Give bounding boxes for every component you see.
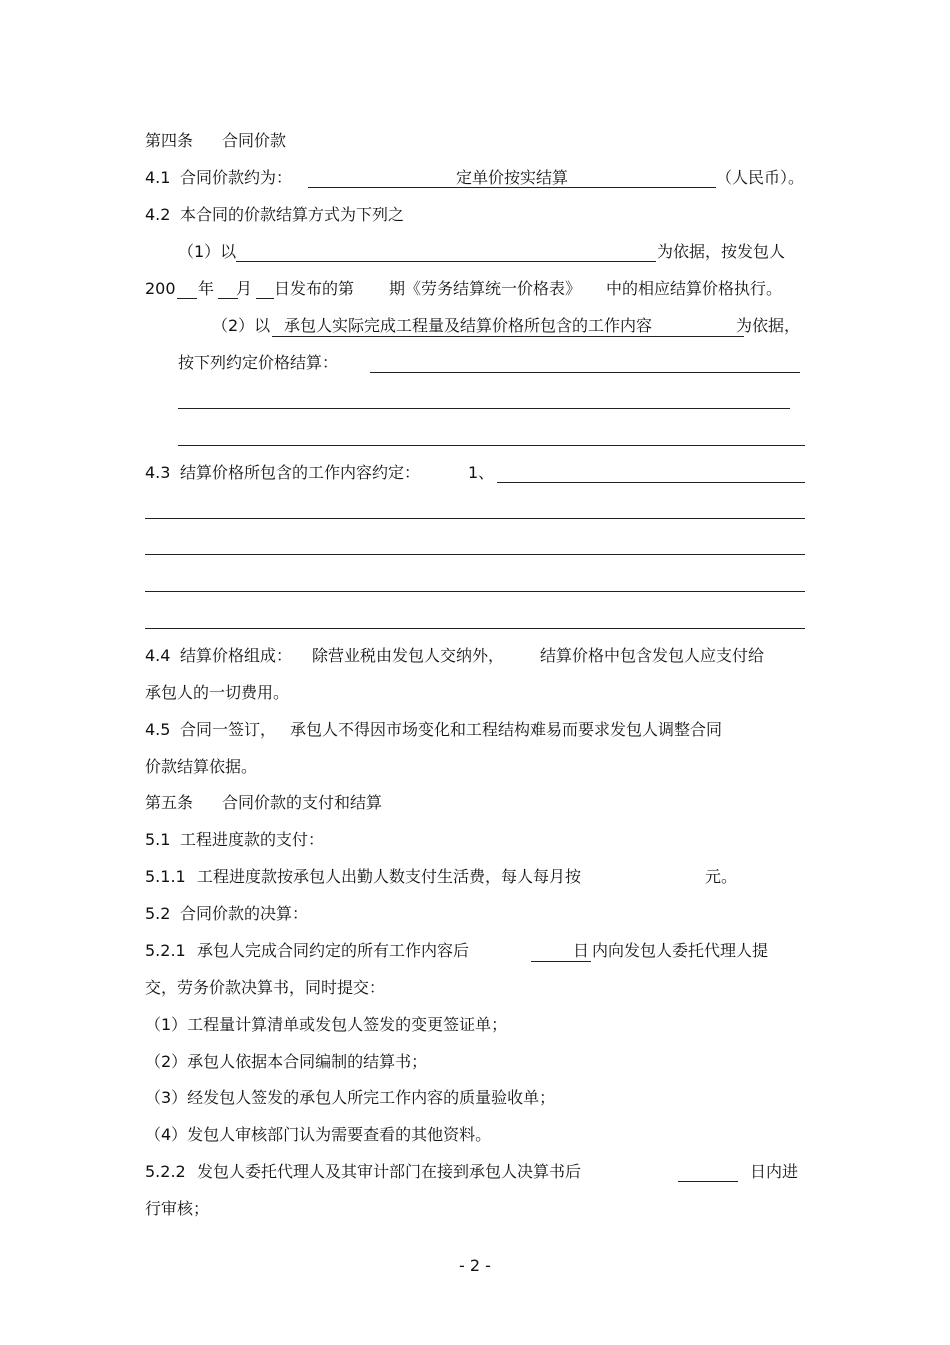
article-5-title: 合同价款的支付和结算 [222,793,383,812]
day-label: 日发布的第 [274,279,355,298]
day-blank [256,298,274,299]
clause-5-2-label: 合同价款的决算： [180,904,309,923]
clause-4-2-label: 本合同的价款结算方式为下列之 [180,205,405,224]
clause-4-3-number: 4.3 [145,463,171,482]
clause-5-1-1-unit: 元。 [705,867,738,886]
clause-5-2-2-text: 发包人委托代理人及其审计部门在接到承包人决算书后 [197,1162,582,1181]
article-5-heading: 第五条 [145,793,194,812]
clause-5-2-2-line2: 行审核； [145,1199,210,1218]
clause-4-1-unit: （人民币）。 [716,168,805,187]
clause-4-2-number: 4.2 [145,205,171,224]
year-label: 年 [198,279,215,298]
list-item: （3）经发包人签发的承包人所完工作内容的质量验收单； [145,1088,556,1107]
article-4-title: 合同价款 [222,131,287,150]
clause-4-2-1-suffix: 为依据，按发包人 [657,242,786,261]
list-item: （1）工程量计算清单或发包人签发的变更签证单； [145,1015,508,1034]
clause-4-2-1-year: 200 [145,279,176,298]
clause-5-2-2-blank [678,1181,738,1182]
clause-4-3-label: 结算价格所包含的工作内容约定： [180,463,421,482]
blank-line-5 [145,554,805,555]
article-4-heading: 第四条 [145,131,194,150]
clause-5-1-number: 5.1 [145,830,171,849]
clause-4-2-1-prefix: （1）以 [178,242,237,261]
blank-line-4 [145,518,805,519]
clause-5-1-1-text: 工程进度款按承包人出勤人数支付生活费，每人每月按 [197,867,582,886]
clause-4-4-line2: 承包人的一切费用。 [145,683,290,702]
clause-4-4-a: 结算价格组成： [180,646,293,665]
clause-5-2-number: 5.2 [145,904,171,923]
clause-5-2-1-text: 承包人完成合同约定的所有工作内容后 [197,941,470,960]
clause-4-5-b: 承包人不得因市场变化和工程结构难易而要求发包人调整合同 [290,720,723,739]
clause-4-5-a: 合同一签订， [180,720,277,739]
clause-4-2-2-line2: 按下列约定价格结算： [178,353,339,372]
clause-5-2-1-value-text: 日 [531,941,591,962]
clause-4-1-label: 合同价款约为： [180,168,293,187]
clause-4-1-underline [308,187,716,188]
price-table-issue: 期《劳务结算统一价格表》 [389,279,582,298]
clause-4-2-2-suffix: 为依据， [736,316,801,335]
month-label: 月 [236,279,253,298]
clause-4-5-number: 4.5 [145,720,171,739]
clause-5-2-1-number: 5.2.1 [145,941,186,960]
clause-4-3-blank [497,482,805,483]
blank-line-2 [178,408,790,409]
clause-4-3-item: 1、 [468,463,495,482]
clause-4-4-c: 结算价格中包含发包人应支付给 [540,646,765,665]
clause-5-1-1-number: 5.1.1 [145,867,186,886]
clause-5-2-1-tail: 内向发包人委托代理人提 [592,941,769,960]
clause-4-2-2-value [272,316,744,337]
month-blank [218,298,238,299]
year-blank [177,298,197,299]
list-item: （4）发包人审核部门认为需要查看的其他资料。 [145,1125,492,1144]
blank-line-3 [178,445,805,446]
clause-5-2-2-tail: 日内进 [750,1162,799,1181]
clause-5-2-2-number: 5.2.2 [145,1162,186,1181]
clause-4-2-2-prefix: （2）以 [212,316,271,335]
clause-4-2-1-blank [236,261,656,262]
clause-4-1-number: 4.1 [145,168,171,187]
list-item: （2）承包人依据本合同编制的结算书； [145,1052,428,1071]
blank-line-7 [145,628,805,629]
page-number: - 2 - [459,1256,491,1275]
clause-5-1-label: 工程进度款的支付： [180,830,325,849]
blank-line-1 [370,372,800,373]
clause-5-2-1-line2: 交，劳务价款决算书，同时提交： [145,978,386,997]
clause-4-1-value: 定单价按实结算 [455,168,568,187]
clause-5-2-1-value [531,941,591,962]
clause-4-5-line2: 价款结算依据。 [145,757,258,776]
clause-4-2-2-value-text: 承包人实际完成工程量及结算价格所包含的工作内容 [272,316,744,337]
blank-line-6 [145,591,805,592]
clause-4-4-number: 4.4 [145,646,171,665]
clause-4-4-b: 除营业税由发包人交纳外， [312,646,505,665]
price-table-tail: 中的相应结算价格执行。 [606,279,783,298]
